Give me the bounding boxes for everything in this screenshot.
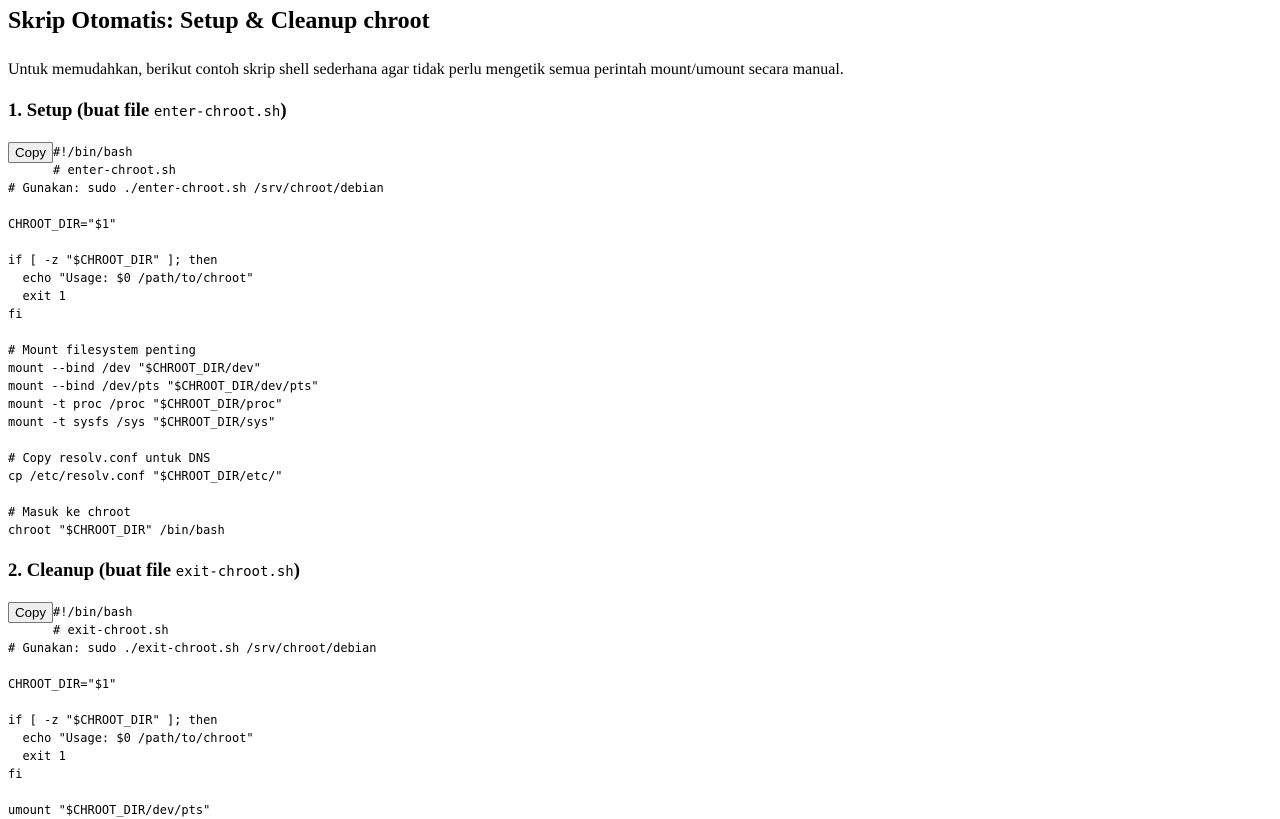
section-heading-text: 1. Setup (buat file xyxy=(8,100,154,121)
intro-paragraph: Untuk memudahkan, berikut contoh skrip shell sederhana agar tidak perlu mengetik semua perintah mount/umount secara manual. xyxy=(8,61,844,78)
section-heading-setup xyxy=(8,100,1272,123)
section-heading-cleanup xyxy=(8,560,1272,583)
code-block-setup xyxy=(8,142,1272,539)
filename-code: enter-chroot.sh xyxy=(153,104,281,120)
page-title: Skrip Otomatis: Setup & Cleanup chroot xyxy=(8,8,430,34)
section-heading-suffix: ) xyxy=(280,100,287,121)
section-heading-suffix: ) xyxy=(293,560,300,581)
code-snippet-setup: #!/bin/bash # enter-chroot.sh # Gunakan: sudo ./enter-chroot.sh /srv/chroot/debian CHROOT_DIR="$1" if [ -z "$CHROOT_DIR" ]; then echo "Usage: $0 /path/to/chroot" exit 1 fi # Mount filesystem penting mount --bind /dev "$CHROOT_DIR/dev" mount --bind /dev/pts "$CHROOT_DIR/dev/pts" mount -t proc /proc "$CHROOT_DIR/proc" mount -t sysfs /sys "$CHROOT_DIR/sys" # Copy resolv.conf untuk DNS cp /etc/resolv.conf "$CHROOT_DIR/etc/" # Masuk ke chroot chroot "$CHROOT_DIR" /bin/bash xyxy=(8,145,384,537)
code-block-cleanup xyxy=(8,602,1272,819)
copy-button-setup[interactable]: Copy xyxy=(8,142,53,163)
section-heading-text: 2. Cleanup (buat file xyxy=(8,560,176,581)
copy-button-cleanup[interactable]: Copy xyxy=(8,602,53,623)
code-snippet-cleanup: #!/bin/bash # exit-chroot.sh # Gunakan: sudo ./exit-chroot.sh /srv/chroot/debian CHROOT_DIR="$1" if [ -z "$CHROOT_DIR" ]; then echo "Usage: $0 /path/to/chroot" exit 1 fi umount "$CHROOT_DIR/dev/pts" xyxy=(8,605,377,817)
filename-code: exit-chroot.sh xyxy=(175,564,294,580)
